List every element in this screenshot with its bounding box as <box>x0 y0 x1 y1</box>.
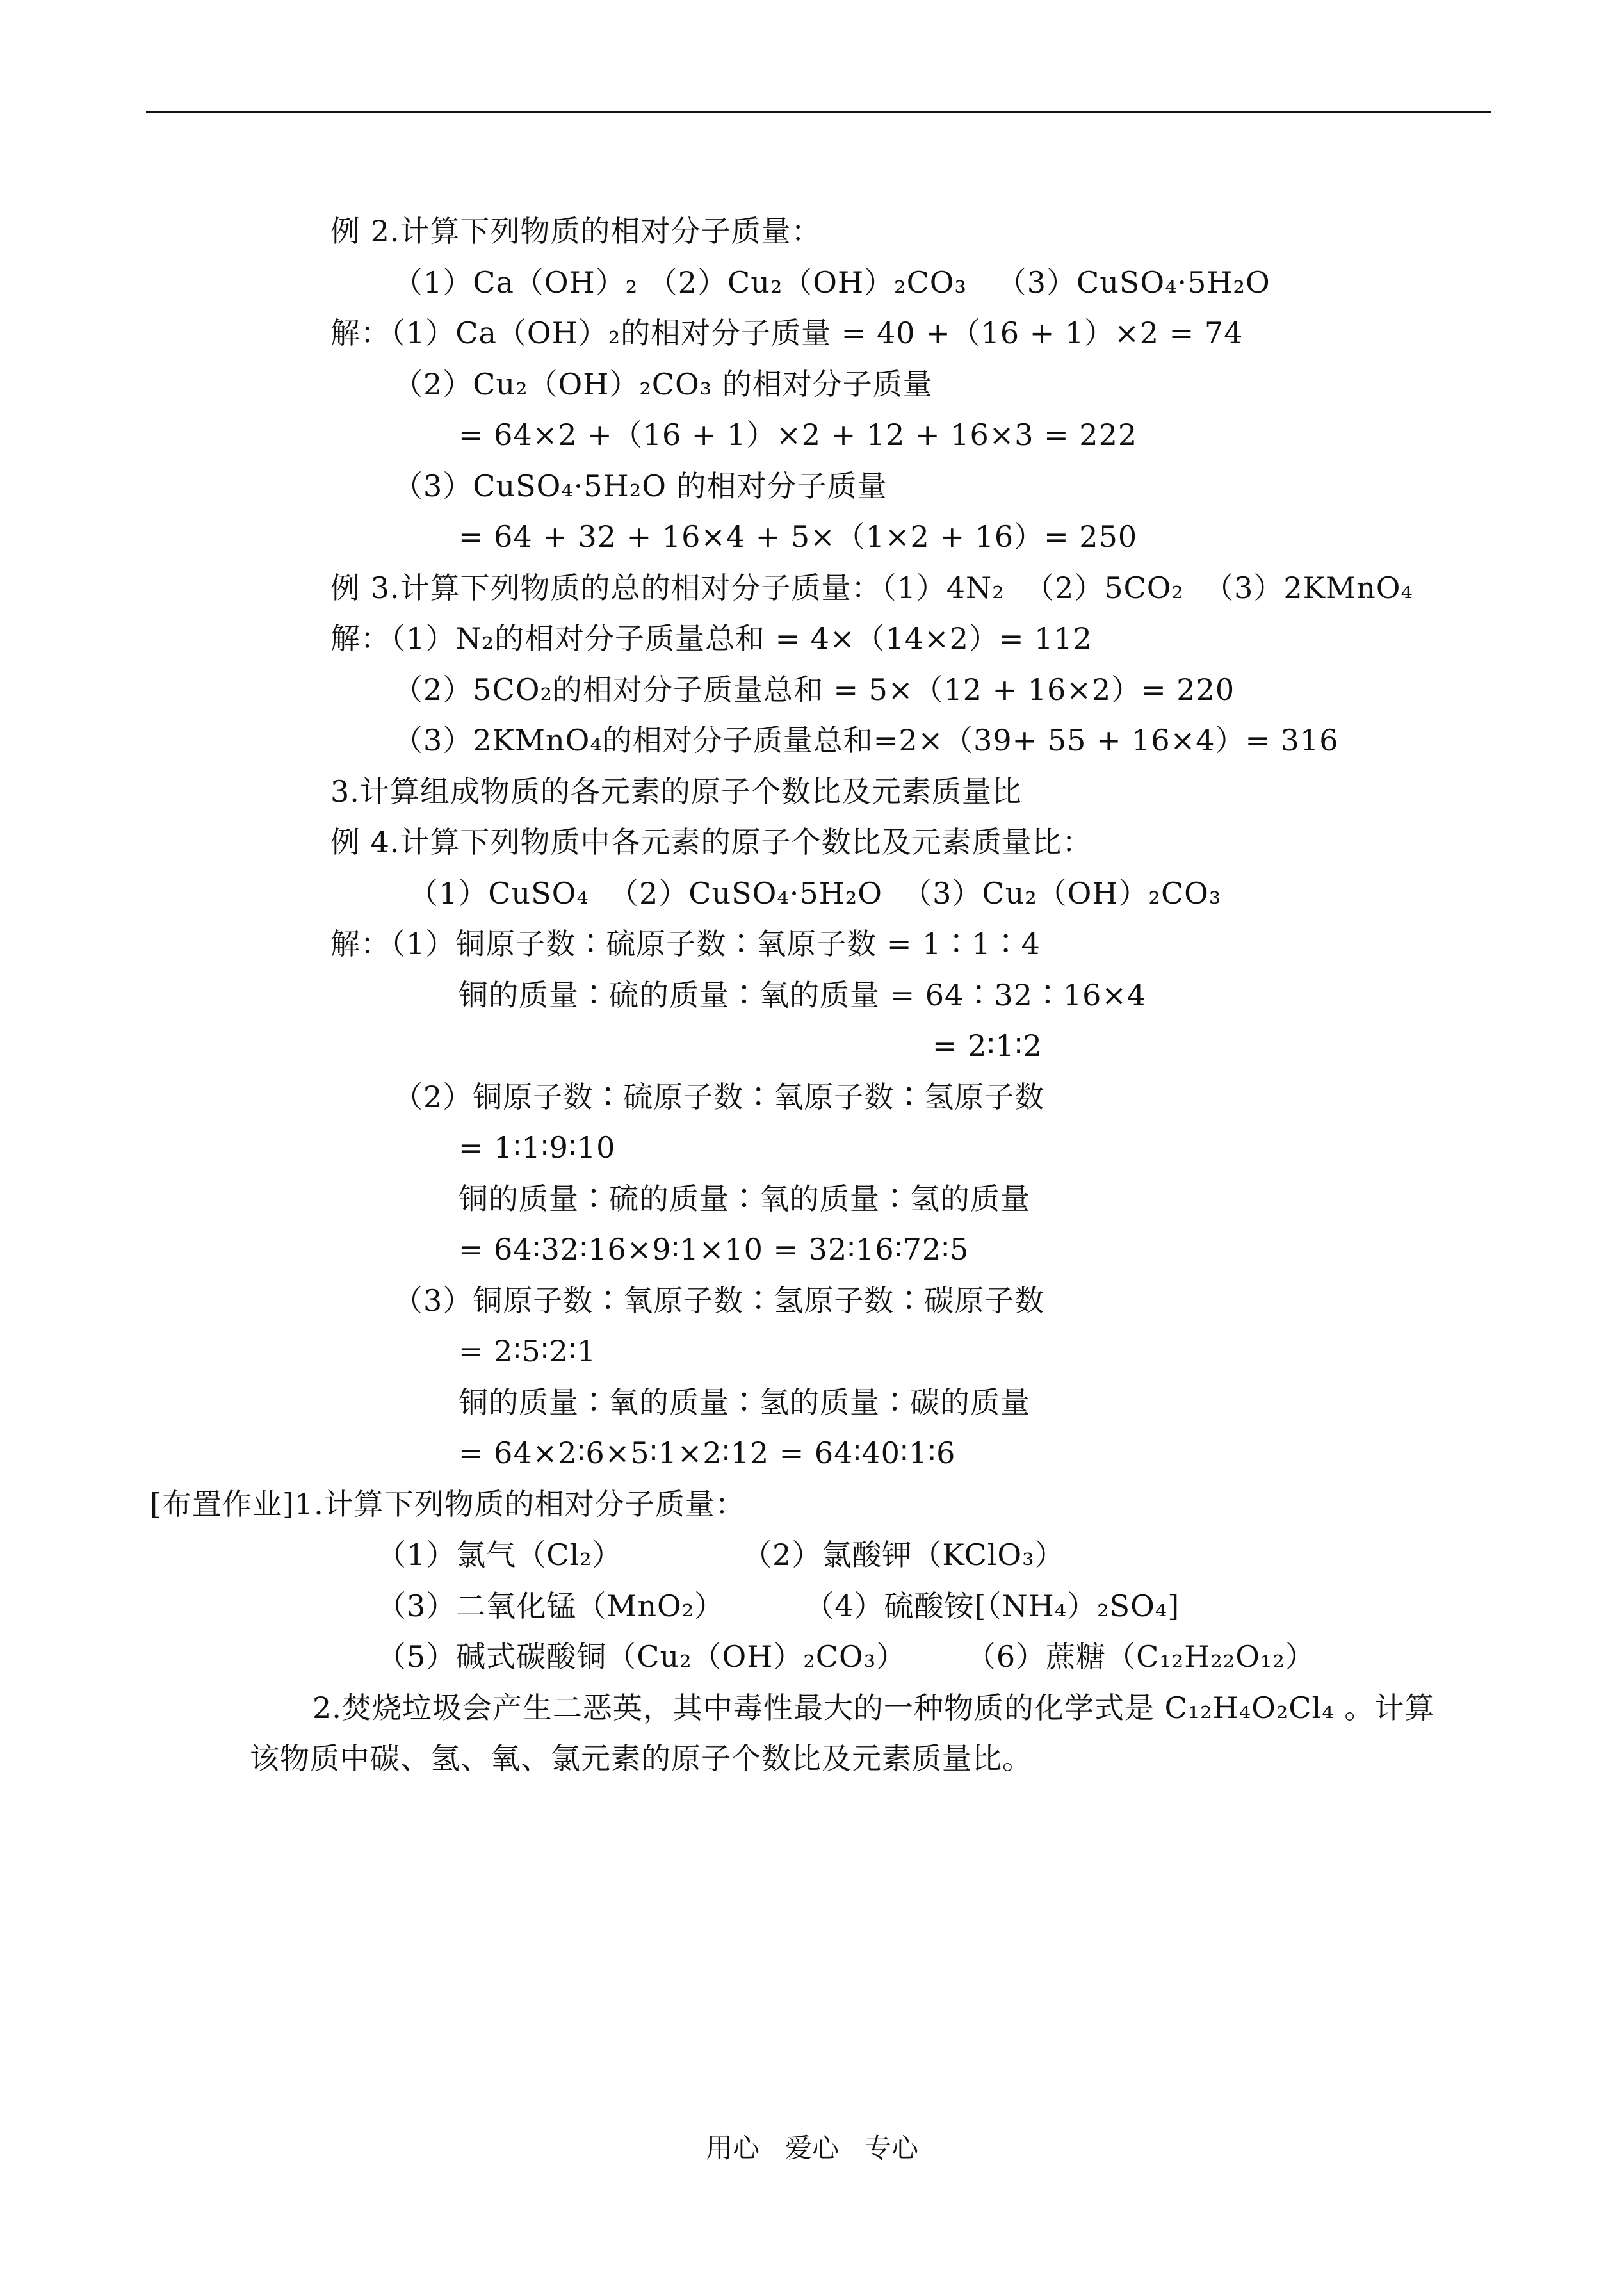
solution-4-line-5: = 1∶1∶9∶10 <box>459 1130 616 1165</box>
solution-2-line-5: = 64 + 32 + 16×4 + 5×（1×2 + 16）= 250 <box>459 519 1138 554</box>
section-3-heading: 3.计算组成物质的各元素的原子个数比及元素质量比 <box>330 774 1022 809</box>
example-4-title: 例 4.计算下列物质中各元素的原子个数比及元素质量比： <box>330 825 1092 859</box>
page-footer: 用心 爱心 专心 <box>705 2132 919 2164</box>
solution-4-line-4: （2）铜原子数∶硫原子数∶氧原子数∶氢原子数 <box>393 1080 1045 1114</box>
solution-2-line-3: = 64×2 +（16 + 1）×2 + 12 + 16×3 = 222 <box>459 418 1138 452</box>
example-2-title: 例 2.计算下列物质的相对分子质量： <box>330 214 822 248</box>
solution-4-line-7: = 64∶32∶16×9∶1×10 = 32∶16∶72∶5 <box>459 1232 970 1267</box>
solution-4-line-1: 解：（1）铜原子数∶硫原子数∶氧原子数 = 1∶1∶4 <box>330 927 1041 961</box>
solution-4-line-9: = 2∶5∶2∶1 <box>459 1334 597 1368</box>
homework-items-row-1: （1）氯气（Cl₂） （2）氯酸钾（KClO₃） <box>377 1537 1065 1572</box>
solution-2-line-4: （3）CuSO₄·5H₂O 的相对分子质量 <box>393 469 888 503</box>
example-3-title: 例 3.计算下列物质的总的相对分子质量：（1）4N₂ （2）5CO₂ （3）2KMnO₄ <box>330 571 1413 605</box>
homework-items-row-3: （5）碱式碳酸铜（Cu₂（OH）₂CO₃） （6）蔗糖（C₁₂H₂₂O₁₂） <box>377 1639 1315 1674</box>
solution-4-line-3: = 2∶1∶2 <box>932 1028 1043 1063</box>
homework-question-2-line-1: 2.焚烧垃圾会产生二恶英，其中毒性最大的一种物质的化学式是 C₁₂H₄O₂Cl₄ 。计算 <box>313 1691 1435 1725</box>
solution-4-line-2: 铜的质量∶硫的质量∶氧的质量 = 64∶32∶16×4 <box>459 978 1147 1012</box>
solution-4-line-10: 铜的质量∶氧的质量∶氢的质量∶碳的质量 <box>459 1385 1030 1420</box>
homework-heading: [布置作业]1.计算下列物质的相对分子质量： <box>150 1487 745 1521</box>
homework-items-row-2: （3）二氧化锰（MnO₂） （4）硫酸铵[（NH₄）₂SO₄] <box>377 1589 1180 1623</box>
solution-3-line-2: （2）5CO₂的相对分子质量总和 = 5×（12 + 16×2）= 220 <box>393 672 1235 707</box>
homework-question-2-line-2: 该物质中碳、氢、氧、氯元素的原子个数比及元素质量比。 <box>250 1741 1032 1776</box>
solution-3-line-3: （3）2KMnO₄的相对分子质量总和=2×（39+ 55 + 16×4）= 316 <box>393 723 1339 758</box>
header-rule <box>146 111 1491 113</box>
solution-2-line-1: 解：（1）Ca（OH）₂的相对分子质量 = 40 +（16 + 1）×2 = 74 <box>330 316 1244 350</box>
solution-4-line-6: 铜的质量∶硫的质量∶氧的质量∶氢的质量 <box>459 1181 1030 1216</box>
solution-4-line-8: （3）铜原子数∶氧原子数∶氢原子数∶碳原子数 <box>393 1283 1045 1318</box>
example-4-items: （1）CuSO₄ （2）CuSO₄·5H₂O （3）Cu₂（OH）₂CO₃ <box>409 876 1222 911</box>
solution-4-line-11: = 64×2∶6×5∶1×2∶12 = 64∶40∶1∶6 <box>459 1436 956 1470</box>
solution-2-line-2: （2）Cu₂（OH）₂CO₃ 的相对分子质量 <box>393 367 933 401</box>
example-2-items: （1）Ca（OH）₂ （2）Cu₂（OH）₂CO₃ （3）CuSO₄·5H₂O <box>393 265 1271 300</box>
solution-3-line-1: 解：（1）N₂的相对分子质量总和 = 4×（14×2）= 112 <box>330 621 1092 656</box>
